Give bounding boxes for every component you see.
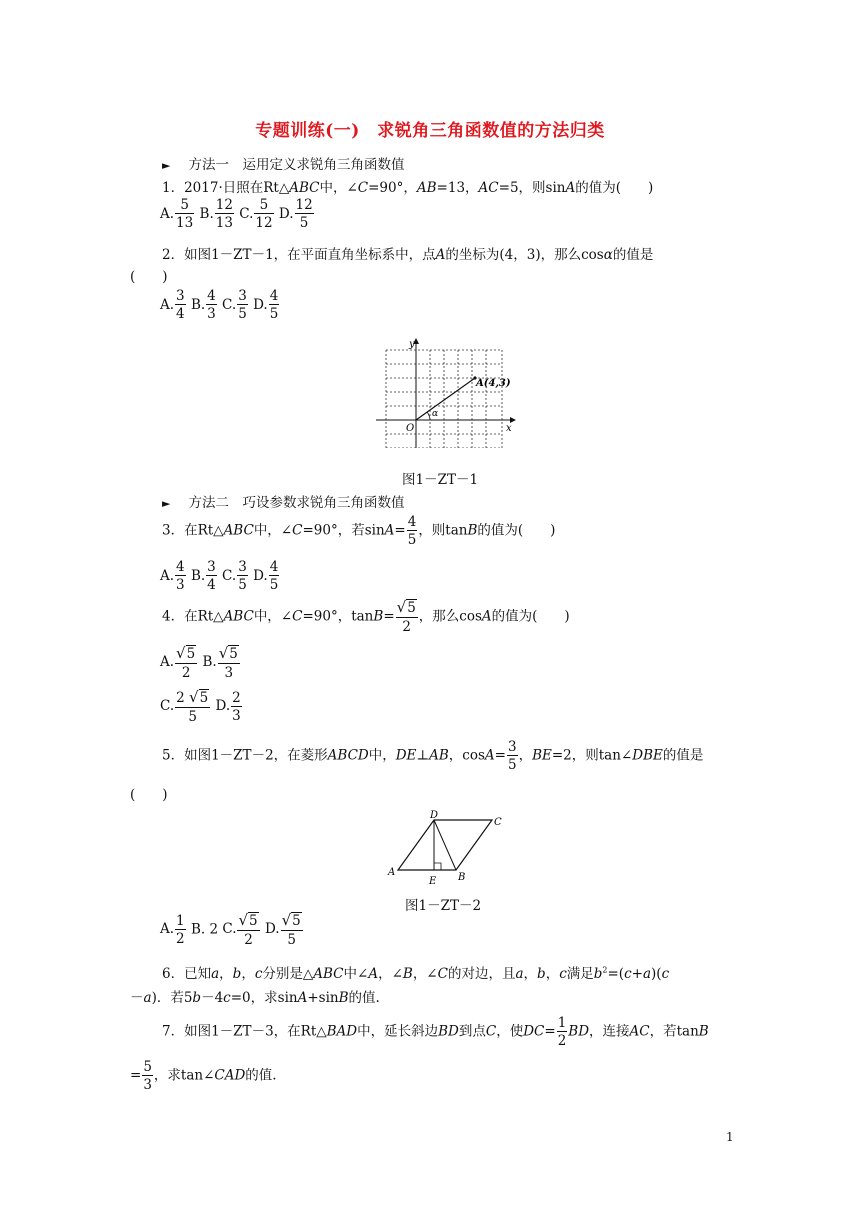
figure-coordinate-grid: [372, 336, 522, 448]
figure-1-caption: 图1－ZT－1: [402, 472, 479, 488]
question-6-line2: －a)．若5b－4c=0，求sinA+sinB的值.: [130, 990, 380, 1006]
option-c[interactable]: C. $\frac{3}{5}$: [222, 288, 247, 323]
ray-oa: [416, 378, 475, 420]
segment-db: [434, 820, 456, 870]
option-a[interactable]: A. $\frac{√5}{2}$: [160, 644, 196, 681]
question-5: 5．如图1－ZT－2，在菱形ABCD中，DE⊥AB，cosA= $\frac{3}{5}$ ，BE=2，则tan∠DBE的值是: [162, 739, 704, 774]
question-5-paren: ( ): [130, 787, 168, 803]
option-d[interactable]: D. $\frac{√5}{5}$: [264, 911, 301, 948]
point-a-label: A(4,3): [476, 378, 511, 389]
question-7-line2: = $\frac{5}{3}$ ，求tan∠CAD的值.: [130, 1059, 277, 1094]
page-number: 1: [726, 1130, 734, 1144]
option-d[interactable]: D. $\frac{2}{3}$: [215, 689, 241, 724]
option-b[interactable]: B. $\frac{√5}{3}$: [202, 644, 238, 681]
option-c[interactable]: C. $\frac{5}{12}$: [239, 197, 273, 232]
question-6-line1: 6．已知a，b，c分别是△ABC中∠A，∠B，∠C的对边，且a，b，c满足$b^2=(c+a)(c$: [162, 965, 670, 982]
section-heading-method2: ► 方法二 巧设参数求锐角三角函数值: [162, 495, 405, 511]
question-4: 4．在Rt△ABC中，∠C=90°，tanB= $\frac{√5}{2}$ ，那么cosA的值为( ): [162, 598, 570, 635]
question-5-options: [160, 913, 304, 947]
y-label: y: [409, 339, 415, 350]
label-c: C: [494, 817, 502, 828]
origin-label: O: [406, 423, 415, 434]
alpha-label: α: [432, 409, 439, 419]
option-a[interactable]: A. $\frac{4}{3}$: [160, 559, 185, 594]
question-2-options: [160, 289, 280, 321]
option-a[interactable]: A. $\frac{5}{13}$: [160, 197, 194, 232]
figure-rhombus: [380, 808, 510, 890]
option-c[interactable]: C. $\frac{√5}{2}$: [222, 911, 258, 948]
option-a[interactable]: A. $\frac{3}{4}$: [160, 288, 185, 323]
right-angle-mark: [434, 863, 441, 870]
option-d[interactable]: D. $\frac{4}{5}$: [253, 559, 279, 594]
triangle-bullet-icon: ►: [162, 159, 171, 172]
section-heading-method1: ► 方法一 运用定义求锐角三角函数值: [162, 157, 405, 173]
option-a[interactable]: A. $\frac{1}{2}$: [160, 912, 185, 947]
option-b[interactable]: B. $\frac{4}{3}$: [190, 288, 216, 323]
question-3: 3．在Rt△ABC中，∠C=90°，若sinA= $\frac{4}{5}$ ，则tanB的值为( ): [162, 514, 556, 549]
question-4-options-row2: [160, 690, 243, 724]
triangle-bullet-icon: ►: [162, 497, 171, 510]
page-title: 专题训练(一) 求锐角三角函数值的方法归类: [255, 121, 605, 141]
label-b: B: [458, 872, 466, 883]
option-c[interactable]: C. $\frac{3}{5}$: [222, 559, 247, 594]
question-1: 1．2017·日照在Rt△ABC中，∠C=90°，AB=13，AC=5，则sinA的值为( ): [162, 180, 654, 196]
question-3-options: [160, 560, 280, 592]
option-d[interactable]: D. $\frac{12}{5}$: [278, 197, 313, 232]
option-d[interactable]: D. $\frac{4}{5}$: [253, 288, 279, 323]
question-2: 2．如图1－ZT－1，在平面直角坐标系中，点A的坐标为(4，3)，那么cosα的值是: [162, 247, 654, 263]
figure-2-caption: 图1－ZT－2: [405, 898, 482, 914]
question-1-options: [160, 198, 315, 230]
x-label: x: [506, 423, 512, 434]
option-b[interactable]: B. $\frac{12}{13}$: [199, 197, 233, 232]
label-e: E: [429, 876, 437, 887]
label-a: A: [388, 867, 396, 878]
option-b[interactable]: B. $\frac{3}{4}$: [190, 559, 216, 594]
option-c[interactable]: C. $\frac{2 √5}{5}$: [160, 688, 209, 725]
label-d: D: [430, 810, 439, 821]
question-2-paren: ( ): [130, 269, 168, 285]
question-4-options-row1: [160, 646, 241, 680]
option-b[interactable]: B. 2: [190, 921, 219, 938]
question-7-line1: 7．如图1－ZT－3，在Rt△BAD中，延长斜边BD到点C，使DC= $\frac{1}{2}$ BD，连接AC，若tanB: [162, 1015, 709, 1050]
